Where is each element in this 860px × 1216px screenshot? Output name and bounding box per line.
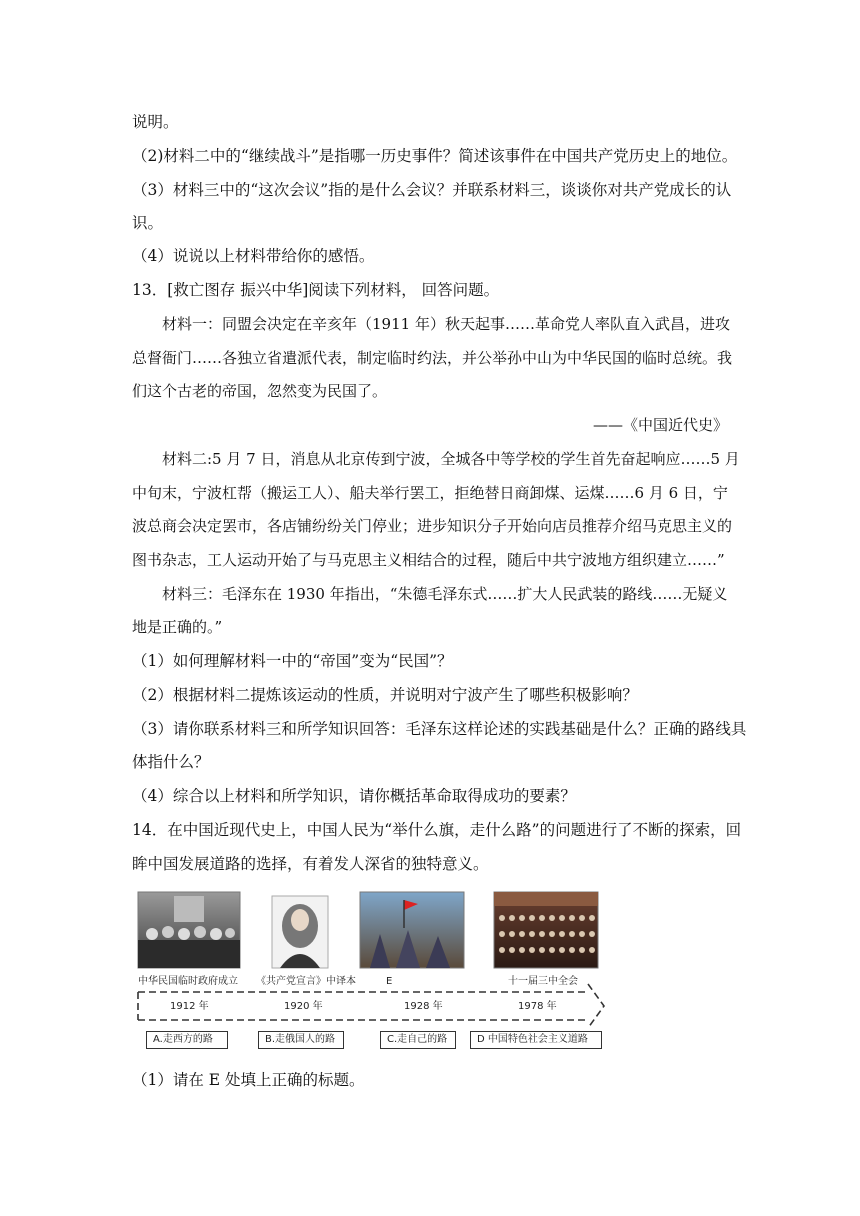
material-line: 中旬末，宁波杠帮（搬运工人）、船夫举行罢工，拒绝替日商卸煤、运煤……6 月 6 日，宁 [132, 484, 728, 502]
photo-plenary-session [494, 892, 598, 968]
question-heading: 14．在中国近现代史上，中国人民为“举什么旗，走什么路”的问题进行了不断的探索，回 [132, 821, 742, 839]
caption-provisional-government: 中华民国临时政府成立 [138, 976, 238, 987]
source-citation: ——《中国近代史》 [592, 416, 728, 434]
question-line: （2)材料二中的“继续战斗”是指哪一历史事件？简述该事件在中国共产党历史上的地位。 [132, 147, 738, 165]
photo-marx-portrait [272, 896, 328, 968]
question-line: （4）综合以上材料和所学知识，请你概括革命取得成功的要素？ [132, 787, 576, 805]
path-box-a: A.走西方的路 [146, 1031, 228, 1049]
material-line: 材料一：同盟会决定在辛亥年（1911 年）秋天起事……革命党人率队直入武昌，进攻 [162, 315, 730, 333]
question-line: （3）材料三中的“这次会议”指的是什么会议？并联系材料三，谈谈你对共产党成长的认 [132, 181, 732, 199]
material-line: 材料三：毛泽东在 1930 年指出，“朱德毛泽东式……扩大人民武装的路线……无疑义 [162, 585, 728, 603]
caption-third-plenary: 十一届三中全会 [508, 976, 578, 987]
year-label: 1912 年 [170, 1001, 209, 1012]
material-line: 波总商会决定罢市，各店铺纷纷关门停业；进步知识分子开始向店员推荐介绍马克思主义的 [132, 517, 733, 535]
question-heading: 13．[救亡图存 振兴中华]阅读下列材料， 回答问题。 [132, 281, 500, 299]
material-line: 材料二:5 月 7 日，消息从北京传到宁波，全城各中等学校的学生首先奋起响应……5 月 [162, 450, 740, 468]
path-box-c: C.走自己的路 [380, 1031, 456, 1049]
material-line: 图书杂志，工人运动开始了与马克思主义相结合的过程，随后中共宁波地方组织建立……” [132, 551, 725, 569]
text-line: 识。 [132, 214, 164, 232]
caption-communist-manifesto: 《共产党宣言》中译本 [256, 976, 356, 987]
text-line: 眸中国发展道路的选择，有着发人深省的独特意义。 [132, 855, 489, 873]
question-line: （1）如何理解材料一中的“帝国”变为“民国”？ [132, 652, 453, 670]
path-box-d: D 中国特色社会主义道路 [470, 1031, 602, 1049]
question-line: （3）请你联系材料三和所学知识回答：毛泽东这样论述的实践基础是什么？正确的路线具 [132, 720, 747, 738]
material-line: 们这个古老的帝国，忽然变为民国了。 [132, 382, 388, 400]
text-line: 说明。 [132, 113, 179, 131]
photo-provisional-government [138, 892, 240, 968]
material-line: 地是正确的。” [132, 618, 223, 636]
question-line: （4）说说以上材料带给你的感悟。 [132, 247, 375, 265]
caption-e-blank: E [386, 976, 393, 987]
text-line: 体指什么？ [132, 753, 210, 771]
question-line: （1）请在 E 处填上正确的标题。 [132, 1071, 365, 1089]
year-label: 1978 年 [518, 1001, 557, 1012]
question-line: （2）根据材料二提炼该运动的性质，并说明对宁波产生了哪些积极影响？ [132, 686, 638, 704]
material-line: 总督衙门……各独立省遣派代表，制定临时约法，并公举孙中山为中华民国的临时总统。我 [132, 349, 733, 367]
year-label: 1920 年 [284, 1001, 323, 1012]
path-box-b: B.走俄国人的路 [258, 1031, 344, 1049]
photo-revolution-scene [360, 892, 464, 968]
timeline-figure [134, 888, 614, 1056]
year-label: 1928 年 [404, 1001, 443, 1012]
